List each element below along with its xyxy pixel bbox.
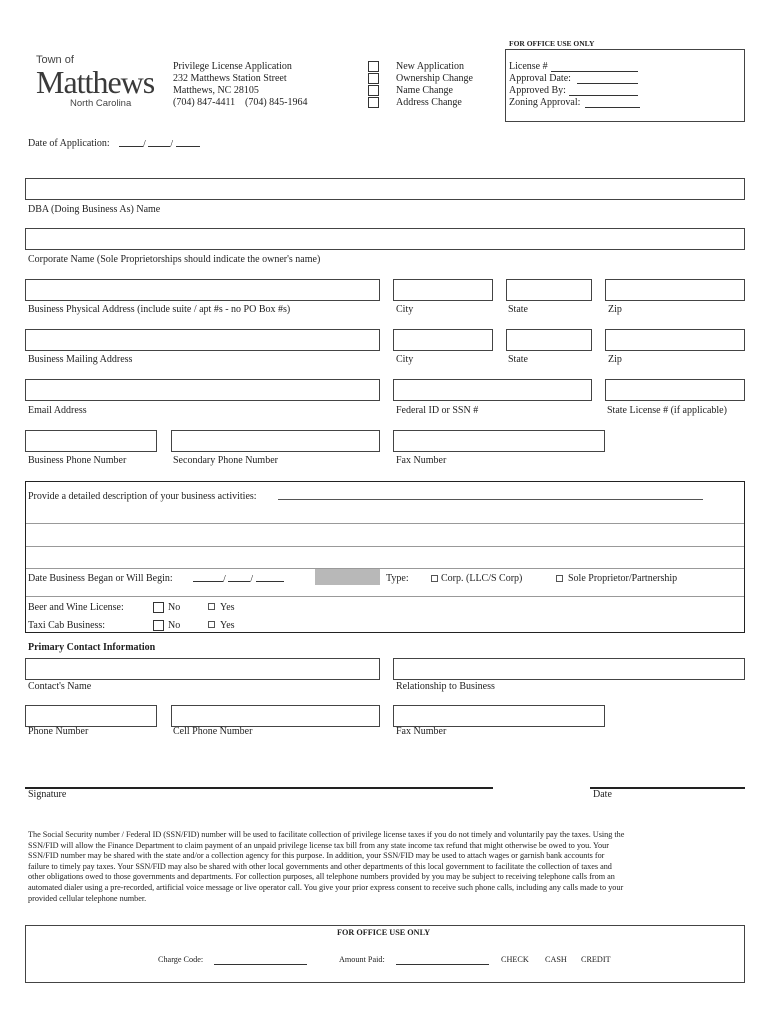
ownership-change-label: Ownership Change <box>396 73 473 84</box>
taxi-label: Taxi Cab Business: <box>28 620 106 631</box>
signature-date-label: Date <box>593 789 612 800</box>
dba-input[interactable] <box>25 178 745 200</box>
activities-prompt: Provide a detailed description of your business activities: <box>28 491 257 502</box>
email-input[interactable] <box>25 379 380 401</box>
form-title: Privilege License Application <box>173 61 292 72</box>
taxi-no-checkbox[interactable] <box>153 620 164 631</box>
date-of-application-label: Date of Application: <box>28 138 110 149</box>
beer-wine-yes-checkbox[interactable] <box>208 603 215 610</box>
zoning-approval-label: Zoning Approval: <box>509 97 581 108</box>
federal-id-input[interactable] <box>393 379 592 401</box>
disclaimer-line: SSN/FID number may be shared with the state and/or a collection agency for this purpose. In addition, your SSN/FID may be used to attach wages or garnish bank accounts for <box>28 851 605 861</box>
type-corp-label: Corp. (LLC/S Corp) <box>441 573 523 584</box>
email-label: Email Address <box>28 405 87 416</box>
beer-wine-no-checkbox[interactable] <box>153 602 164 613</box>
signature-label: Signature <box>28 789 67 800</box>
name-change-checkbox[interactable] <box>368 85 379 96</box>
disclaimer-line: failure to timely pay taxes. Your SSN/FID may also be shared with other local governments and other departments of this local government to facilitate the collection of taxes and <box>28 861 612 871</box>
physical-state-input[interactable] <box>506 279 592 301</box>
credit-option[interactable]: CREDIT <box>581 955 611 964</box>
header-phone-2: (704) 845-1964 <box>245 97 308 108</box>
disclaimer-line: SSN/FID will allow the Finance Department to claim payment of an unpaid privilege license tax bill from any state income tax refund that might otherwise be owed to you. Your <box>28 840 609 850</box>
business-phone-label: Business Phone Number <box>28 455 127 466</box>
approved-by-label: Approved By: <box>509 85 566 96</box>
name-change-label: Name Change <box>396 85 453 96</box>
ownership-change-checkbox[interactable] <box>368 73 379 84</box>
activities-row-divider-4 <box>26 596 744 597</box>
type-label: Type: <box>386 573 409 584</box>
fax-label: Fax Number <box>396 455 447 466</box>
mailing-address-label: Business Mailing Address <box>28 354 133 365</box>
logo-state: North Carolina <box>70 98 132 109</box>
taxi-yes-checkbox[interactable] <box>208 621 215 628</box>
corporate-name-input[interactable] <box>25 228 745 250</box>
amount-paid-line[interactable] <box>396 964 489 965</box>
secondary-phone-label: Secondary Phone Number <box>173 455 278 466</box>
disclaimer-line: other obligations owed to those governments and departments. For collection purposes, all telephone numbers provided by you may be subject to receiving telephone calls from an <box>28 872 615 882</box>
office-use-title-top: FOR OFFICE USE ONLY <box>509 39 595 48</box>
approved-by-line[interactable] <box>569 95 638 96</box>
relationship-input[interactable] <box>393 658 745 680</box>
header-phone-1: (704) 847-4411 <box>173 97 236 108</box>
date-began-field[interactable]: / / <box>193 573 284 585</box>
mailing-address-input[interactable] <box>25 329 380 351</box>
amount-paid-label: Amount Paid: <box>339 955 385 964</box>
approval-date-line[interactable] <box>577 83 638 84</box>
dba-label: DBA (Doing Business As) Name <box>28 204 161 215</box>
secondary-phone-input[interactable] <box>171 430 380 452</box>
approval-date-label: Approval Date: <box>509 73 571 84</box>
office-use-title-bottom: FOR OFFICE USE ONLY <box>337 928 431 937</box>
contact-cell-input[interactable] <box>171 705 380 727</box>
relationship-label: Relationship to Business <box>396 681 495 692</box>
disclaimer-line: The Social Security number / Federal ID (SSN/FID) number will be used to facilitate collection of privilege license taxes if you do not timely and voluntarily pay the taxes. Using the <box>28 830 625 839</box>
mailing-zip-input[interactable] <box>605 329 745 351</box>
contact-name-input[interactable] <box>25 658 380 680</box>
contact-name-label: Contact's Name <box>28 681 92 692</box>
state-license-label: State License # (if applicable) <box>607 405 727 416</box>
charge-code-line[interactable] <box>214 964 307 965</box>
cash-option[interactable]: CASH <box>545 955 567 964</box>
activities-row-divider-3 <box>26 568 744 569</box>
date-line[interactable] <box>590 787 745 789</box>
type-sole-checkbox[interactable] <box>556 575 563 582</box>
activities-line-3[interactable] <box>26 547 744 568</box>
license-number-label: License # <box>509 61 548 72</box>
mailing-city-input[interactable] <box>393 329 493 351</box>
signature-line[interactable] <box>25 787 493 789</box>
address-change-label: Address Change <box>396 97 462 108</box>
new-application-label: New Application <box>396 61 465 72</box>
date-began-label: Date Business Began or Will Begin: <box>28 573 173 584</box>
mailing-state-input[interactable] <box>506 329 592 351</box>
taxi-no-label: No <box>168 620 181 631</box>
contact-phone-label: Phone Number <box>28 726 89 737</box>
date-of-application-field[interactable]: / / <box>119 138 200 150</box>
logo-name: Matthews <box>36 64 155 100</box>
check-option[interactable]: CHECK <box>501 955 529 964</box>
primary-contact-heading: Primary Contact Information <box>28 642 156 653</box>
physical-zip-input[interactable] <box>605 279 745 301</box>
state-license-input[interactable] <box>605 379 745 401</box>
license-number-line[interactable] <box>551 71 638 72</box>
zoning-approval-line[interactable] <box>585 107 640 108</box>
type-corp-checkbox[interactable] <box>431 575 438 582</box>
new-application-checkbox[interactable] <box>368 61 379 72</box>
town-logo <box>36 54 155 114</box>
taxi-yes-label: Yes <box>220 620 235 631</box>
business-phone-input[interactable] <box>25 430 157 452</box>
type-sole-label: Sole Proprietor/Partnership <box>568 573 678 584</box>
beer-wine-no-label: No <box>168 602 181 613</box>
corporate-name-label: Corporate Name (Sole Proprietorships should indicate the owner's name) <box>28 254 321 265</box>
ssn-disclaimer <box>28 830 738 904</box>
physical-address-input[interactable] <box>25 279 380 301</box>
physical-city-label: City <box>396 304 414 315</box>
physical-city-input[interactable] <box>393 279 493 301</box>
physical-zip-label: Zip <box>608 304 622 315</box>
charge-code-label: Charge Code: <box>158 955 204 964</box>
physical-address-label: Business Physical Address (include suite / apt #s - no PO Box #s) <box>28 304 291 315</box>
mailing-zip-label: Zip <box>608 354 622 365</box>
fax-input[interactable] <box>393 430 605 452</box>
federal-id-label: Federal ID or SSN # <box>396 405 479 416</box>
activities-line-1[interactable] <box>278 499 703 500</box>
disclaimer-line: automated dialer using a pre-recorded, artificial voice message or live operator call. You give your prior express consent to receive such phone calls, including any calls made to your <box>28 882 624 892</box>
shaded-cell <box>315 569 380 585</box>
physical-state-label: State <box>508 304 528 315</box>
mailing-state-label: State <box>508 354 528 365</box>
logo-town-of: Town of <box>36 54 74 66</box>
activities-line-2[interactable] <box>26 524 744 546</box>
contact-fax-label: Fax Number <box>396 726 447 737</box>
disclaimer-line: provided cellular telephone number. <box>28 893 147 903</box>
address-change-checkbox[interactable] <box>368 97 379 108</box>
header-city: Matthews, NC 28105 <box>173 85 259 96</box>
contact-cell-label: Cell Phone Number <box>173 726 253 737</box>
header-street: 232 Matthews Station Street <box>173 73 287 84</box>
beer-wine-yes-label: Yes <box>220 602 235 613</box>
beer-wine-label: Beer and Wine License: <box>28 602 124 613</box>
contact-fax-input[interactable] <box>393 705 605 727</box>
mailing-city-label: City <box>396 354 414 365</box>
contact-phone-input[interactable] <box>25 705 157 727</box>
